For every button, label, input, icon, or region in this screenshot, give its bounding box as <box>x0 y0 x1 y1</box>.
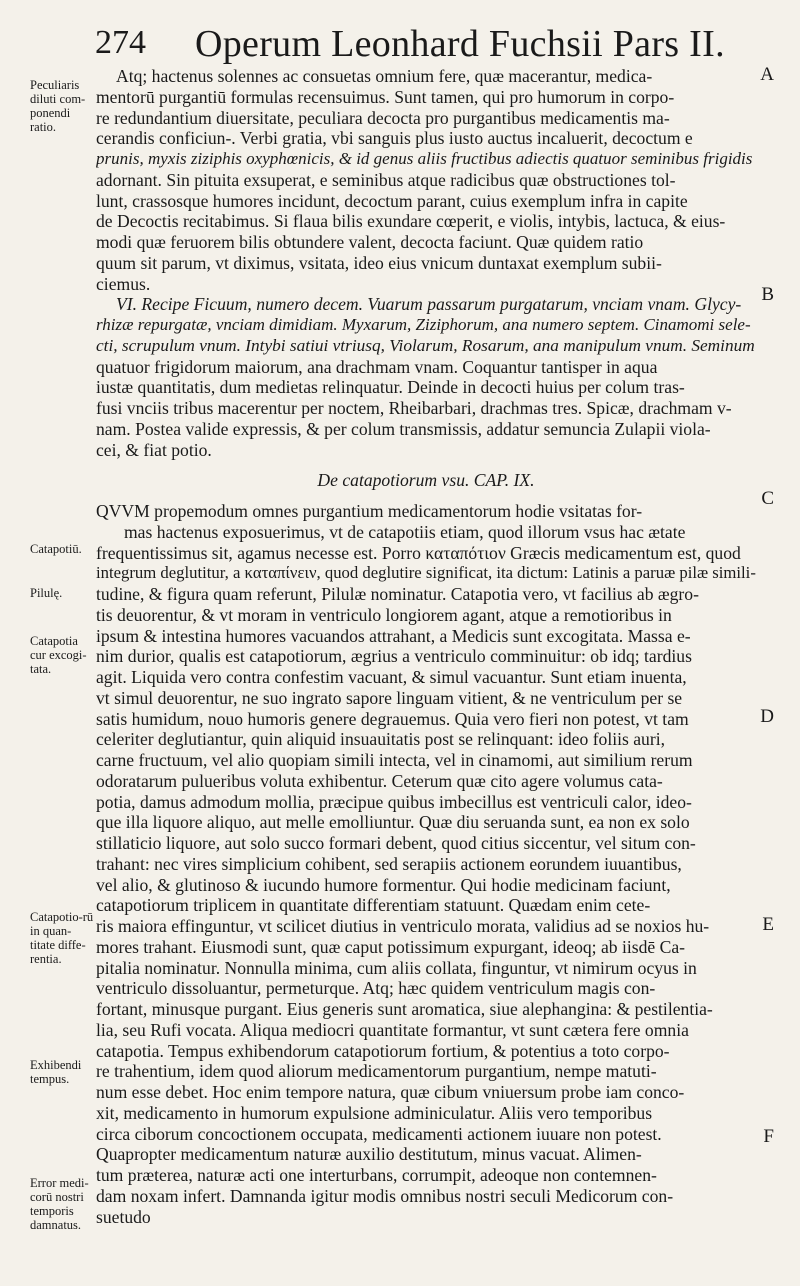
text-line: circa ciborum concoctionem occupata, medicamenti actionem iuuare non potest. <box>96 1123 662 1144</box>
chapter-heading: De catapotiorum vsu. CAP. IX. <box>317 470 535 491</box>
text-line: carne fructuum, vel alio quopiam simili intecta, vel in cinamomi, aut similium rerum <box>96 750 693 770</box>
section-letter-c: C <box>761 488 774 509</box>
text-line: adornant. Sin pituita exsuperat, e seminibus atque radicibus quæ obstructiones tol- <box>96 169 676 190</box>
recipe-line: VI. Recipe Ficuum, numero decem. Vuarum passarum purgatarum, vnciam vnam. Glycy- <box>116 294 742 315</box>
text-line: trahant: nec vires simplicium cohibent, sed serapiis actionem eorundem iuuantibus, <box>96 853 682 874</box>
text-line: tum præterea, naturæ acti one interturbans, corrumpit, adeoque non contemnen- <box>96 1165 657 1185</box>
text-line: ris maiora effinguntur, vt scilicet diutius in ventriculo morata, validius ad se noxios hu- <box>96 916 710 936</box>
running-header <box>95 18 775 66</box>
text-line: cerandis conficiun-. Verbi gratia, vbi sanguis plus iusto auctus incaluerit, decoctum e <box>96 128 693 149</box>
section-letter-f: F <box>763 1126 774 1147</box>
text-line: mores trahant. Eiusmodi sunt, quæ caput potissimum expurgant, ideoq; ab iisdē Ca- <box>96 936 685 957</box>
text-line: lia, seu Rufi vocata. Aliqua mediocri quantitate formantur, vt sunt cætera fere omnia <box>96 1019 689 1040</box>
text-line: lunt, crassosque humores incidunt, decoctum parant, cuius exemplum infra in capite <box>96 190 688 211</box>
text-line: potia, damus admodum mollia, præcipue quibus imbecillus est ventriculi calor, ideo- <box>96 791 692 812</box>
text-line: celeriter deglutiantur, quin aliquid insuauitatis post se relinquant: ideo foliis auri, <box>96 729 666 750</box>
recipe-line: rhizæ repurgatæ, vnciam dimidiam. Myxarum, Ziziphorum, ana numero septem. Cinamomi sele- <box>96 315 751 334</box>
text-line: agit. Liquida vero contra confestim vacuant, & simul vacuantur. Sunt etiam inuenta, <box>96 667 687 687</box>
recipe-line: nam. Postea valide expressis, & per colum transmissis, addatur semuncia Zulapii viola- <box>96 418 711 439</box>
running-title: Operum Leonhard Fuchsii Pars II. <box>195 23 725 65</box>
text-line: stillaticio liquore, aut solo succo formari debent, quod citius siccentur, vel situm con- <box>96 833 696 853</box>
text-line: de Decoctis recitabimus. Si flaua bilis exundare cœperit, e violis, intybis, lactuca, & eius- <box>96 211 726 232</box>
margin-note: Error medi-corū nostri temporis damnatus. <box>30 1176 89 1232</box>
section-letter-a: A <box>760 64 774 85</box>
text-line: integrum deglutitur, a καταπίνειν, quod deglutire significat, ita dictum: Latinis a paruæ pilæ simili- <box>96 563 756 583</box>
text-line: modi quæ feruorem bilis obtundere valent, decocta faciunt. Quæ quidem ratio <box>96 232 644 252</box>
text-line: odoratarum pulueribus voluta exhibentur. Ceterum quæ cito agere volumus cata- <box>96 770 663 791</box>
section-letter-e: E <box>762 914 774 935</box>
text-line: mentorū purgantiū formulas recensuimus. Sunt tamen, qui pro humorum in corpo- <box>96 86 675 107</box>
spacer <box>96 491 756 501</box>
text-line: ipsum & intestina humores vacuandos attrahant, a Medicis sunt excogitata. Massa e- <box>96 625 691 646</box>
text-line: nim durior, qualis est catapotiorum, ægrius a ventriculo comminuitur: ob idq; tardius <box>96 646 692 667</box>
text-line: catapotia. Tempus exhibendorum catapotiorum fortium, & potentius a toto corpo- <box>96 1040 670 1061</box>
text-line: xit, medicamento in humorum expulsione adminiculatur. Aliis vero temporibus <box>96 1102 653 1123</box>
text-line: vt simul deuorentur, ne suo ingrato sapore linguam vitient, & ne ventriculum per se <box>96 687 683 708</box>
text-line: mas hactenus exposuerimus, vt de catapotiis etiam, quod illorum vsus hac ætate <box>124 521 686 542</box>
text-line: que illa liquore aliquo, aut melle emolliuntur. Quæ diu seruanda sunt, ea non ex solo <box>96 812 690 833</box>
margin-note: Catapotia cur excogi-tata. <box>30 634 87 676</box>
text-line: ventriculo dissoluantur, permeturque. Atq; hæc quidem ventriculum magis con- <box>96 978 656 999</box>
text-line: quum sit parum, vt diximus, vsitata, ideo eius vnicum duntaxat exemplum subii- <box>96 252 662 273</box>
section-letter-b: B <box>761 284 774 305</box>
margin-note: Exhibendi tempus. <box>30 1058 82 1086</box>
spacer <box>96 460 756 470</box>
text-line: frequentissimus sit, agamus necesse est. Porro καταπότιον Græcis medicamentum est, quod <box>96 542 741 563</box>
text-line: suetudo <box>96 1206 151 1227</box>
margin-note: Pilulę. <box>30 586 63 600</box>
text-line: tudine, & figura quam referunt, Pilulæ nominatur. Catapotia vero, vt facilius ab ægro- <box>96 584 699 604</box>
text-line: catapotiorum triplicem in quantitate differentiam statuunt. Quædam enim cete- <box>96 895 651 916</box>
text-block <box>96 66 756 1248</box>
text-line: tis deuorentur, & vt moram in ventriculo longiorem agant, atque a remotioribus in <box>96 604 672 625</box>
text-line: pitalia nominatur. Nonnulla minima, cum aliis collata, finguntur, vt nimirum ocyus in <box>96 957 697 978</box>
section-letter-d: D <box>760 706 774 727</box>
recipe-line: fusi vnciis tribus macerentur per noctem, Rheibarbari, drachmas tres. Spicæ, drachmam v- <box>96 398 732 418</box>
text-line: prunis, myxis ziziphis oxyphœnicis, & id genus aliis fructibus adiectis quatuor seminibus frigidis <box>96 149 753 168</box>
margin-note: Peculiaris diluti com-ponendi ratio. <box>30 78 86 134</box>
recipe-line: cti, scrupulum vnum. Intybi satiui vtriusq, Violarum, Rosarum, ana manipulum vnum. Seminum <box>96 335 755 355</box>
page-number: 274 <box>95 24 146 61</box>
text-line: re redundantium diuersitate, peculiara decocta pro purgantibus medicamentis ma- <box>96 107 670 128</box>
text-line: fortant, minusque purgant. Eius generis sunt aromatica, siue alephangina: & pestilentia- <box>96 999 713 1019</box>
margin-note: Catapotio-rū in quan-titate diffe-rentia. <box>30 910 94 966</box>
text-line: satis humidum, nouo humoris genere degrauemus. Quia vero fieri non potest, vt tam <box>96 708 689 729</box>
catchword <box>96 1227 756 1248</box>
text-line: ciemus. <box>96 273 151 294</box>
text-line: vel alio, & glutinoso & iucundo humore formentur. Qui hodie medicinam faciunt, <box>96 874 671 895</box>
text-line: dam noxam infert. Damnanda igitur modis omnibus nostri seculi Medicorum con- <box>96 1185 674 1206</box>
text-line: re trahentium, idem quod aliorum medicamentorum purgantium, nempe matuti- <box>96 1061 657 1082</box>
text-line: QVVM propemodum omnes purgantium medicamentorum hodie vsitatas for- <box>96 501 643 521</box>
recipe-line: quatuor frigidorum maiorum, ana drachmam vnam. Coquantur tantisper in aqua <box>96 356 658 377</box>
margin-note: Catapotiū. <box>30 542 82 556</box>
text-line: num esse debet. Hoc enim tempore natura, quæ cibum vniuersum probe iam conco- <box>96 1082 685 1102</box>
text-line: Quapropter medicamentum naturæ auxilio destitutum, minus vacuat. Alimen- <box>96 1144 642 1165</box>
recipe-line: cei, & fiat potio. <box>96 439 212 460</box>
text-line: Atq; hactenus solennes ac consuetas omnium fere, quæ macerantur, medica- <box>116 66 653 86</box>
recipe-line: iustæ quantitatis, dum medietas relinquatur. Deinde in decocti huius per colum tras- <box>96 377 685 398</box>
